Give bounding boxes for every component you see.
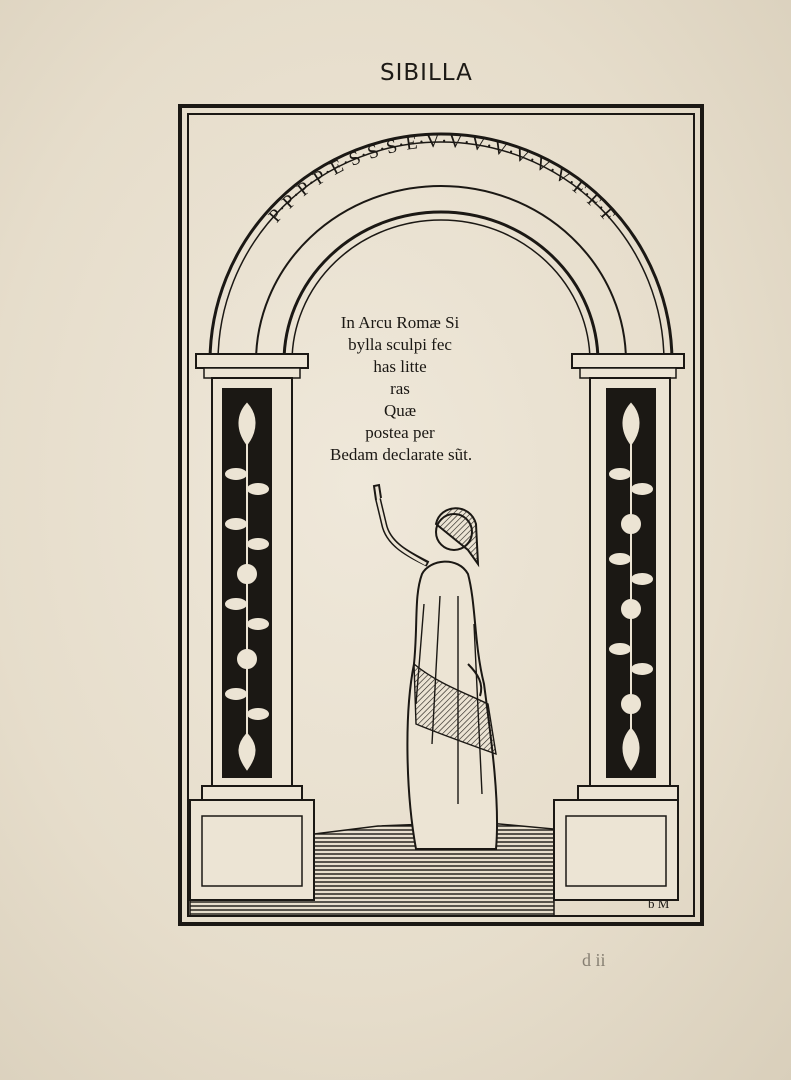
sibyl-inscription bbox=[330, 312, 473, 466]
running-head: SIBILLA bbox=[380, 60, 473, 86]
woodcut-illustration bbox=[178, 104, 704, 926]
right-capital bbox=[572, 354, 684, 378]
right-plinth bbox=[554, 786, 678, 900]
inscription-line: Quæ bbox=[383, 401, 417, 420]
inscription-line: In Arcu Romæ Si bbox=[340, 313, 460, 332]
arch-inscription: P·P·P·P·E·S·S·S·E·V·V·V·V·V·V·V·F·F·F bbox=[264, 130, 620, 227]
signature-mark: d ii bbox=[582, 950, 606, 970]
left-plinth bbox=[190, 786, 314, 900]
printer-monogram: b M bbox=[648, 896, 670, 911]
inscription-line: postea per bbox=[365, 423, 435, 442]
sibyl-figure bbox=[374, 485, 497, 849]
inscription-line: ras bbox=[390, 379, 410, 398]
inscription-line: bylla sculpi fec bbox=[348, 335, 452, 354]
left-pillar bbox=[212, 378, 292, 786]
right-pillar bbox=[590, 378, 670, 786]
inscription-line: has litte bbox=[373, 357, 427, 376]
inscription-line: Bedam declarate sũt. bbox=[330, 445, 473, 464]
left-capital bbox=[196, 354, 308, 378]
